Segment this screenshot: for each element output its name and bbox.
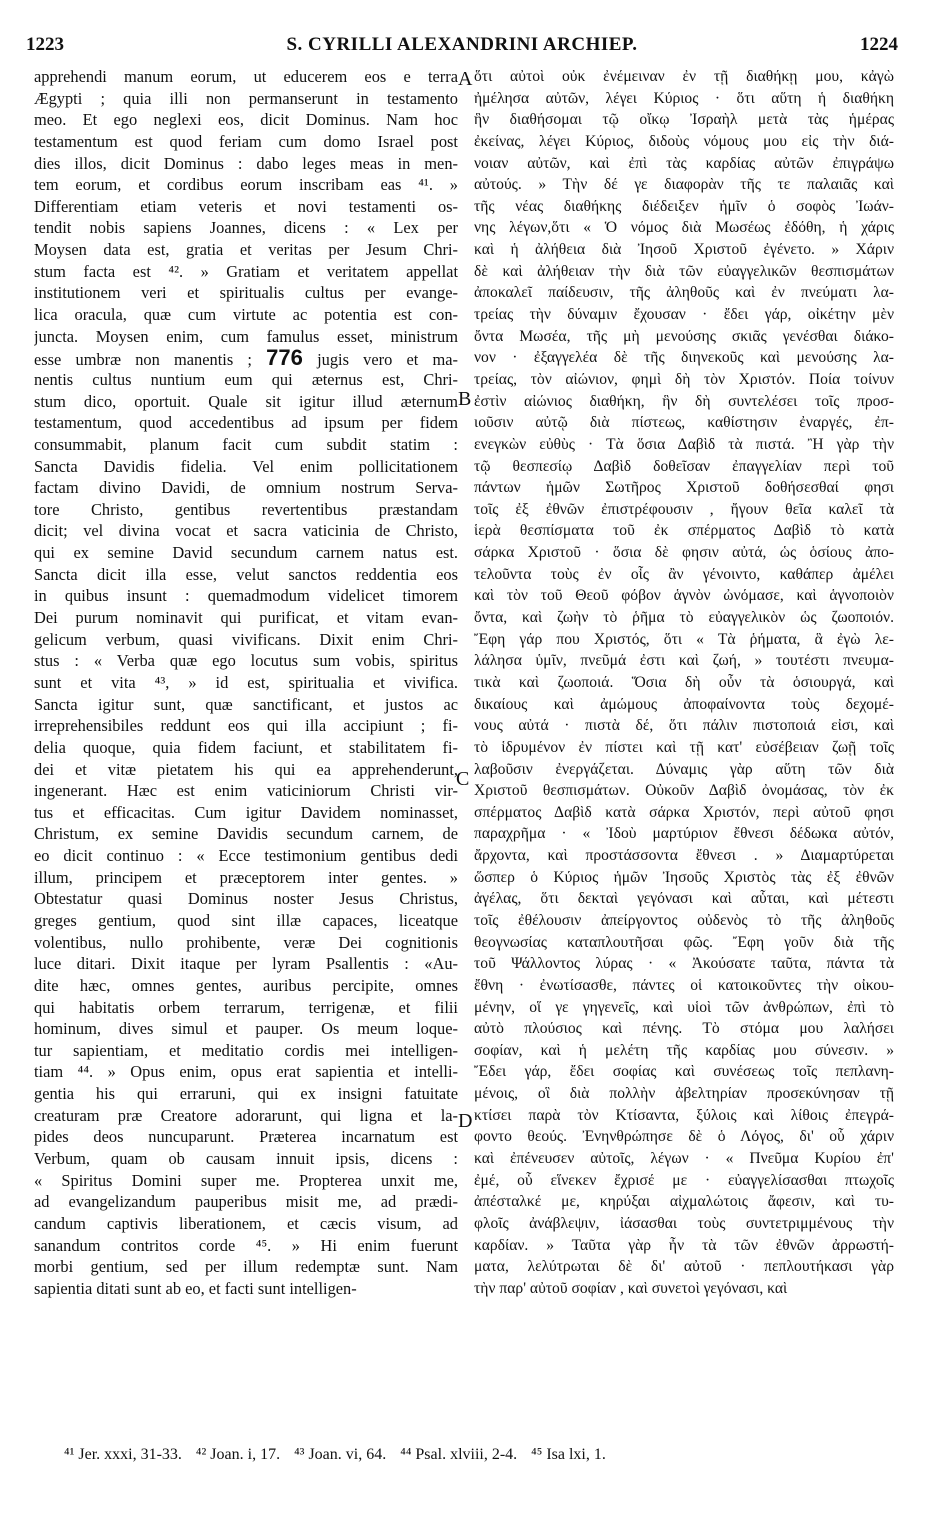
latin-text-line: juncta. Moysen enim, cum famulus esset, ministrum bbox=[34, 326, 458, 346]
latin-text-line: nentis cultus nuntium eum qui æternus est, Chri- bbox=[34, 369, 458, 389]
latin-text-line: dicit; vel divina vocat et sacra vaticinia de Christo, bbox=[34, 521, 458, 541]
greek-text-line: πάντων ἡμῶν Σωτῆρος Χριστοῦ δοθήσεσθαί φησι bbox=[474, 479, 894, 497]
latin-text-line: sanandum contritos corde ⁴⁵. » Hi enim fuerunt bbox=[34, 1235, 458, 1255]
latin-text-line: tore Christo, gentibus revertentibus præstandam bbox=[34, 499, 458, 519]
greek-text-line: ἠμέλησα αὐτῶν, λέγει Κύριος · ὅτι αὕτη ἡ διαθήκη bbox=[474, 89, 894, 107]
greek-text-line: λάλησα ὑμῖν, πνεῦμά ἐστι καὶ ζωή, » τουτέστι πνευμα- bbox=[474, 652, 894, 670]
greek-text-line: αὐτὸ πλούσιος καὶ πένης. Τὸ στόμα μου λαλήσει bbox=[474, 1020, 894, 1038]
greek-text-line: μένοις, οἳ διὰ πολλὴν ἀβελτηρίαν προσεκύνησαν τῇ bbox=[474, 1085, 894, 1103]
latin-text-line: Dei purum nominavit qui purificat, et vitam evan- bbox=[34, 608, 458, 628]
latin-text-line: delia quoque, quia fidem faciunt, et stabilitatem fi- bbox=[34, 737, 458, 757]
greek-text-line: φοντο θεούς. Ἐνηνθρώπησε δὲ ὁ Λόγος, δι' οὗ χάριν bbox=[474, 1128, 894, 1146]
latin-text-line: tem eorum, et cordibus eorum inscribam eas ⁴¹. » bbox=[34, 175, 458, 195]
latin-text-line: Obtestatur quasi Dominus noster Jesus Christus, bbox=[34, 889, 458, 909]
greek-text-line: τῆς νέας διαθήκης διέδειξεν ἡμῖν ὁ σοφὸς Ἰωάν- bbox=[474, 197, 894, 215]
latin-text-line: Ægypti ; quia illi non permanserunt in testamento bbox=[34, 88, 458, 108]
footnote: ⁴² Joan. i, 17. bbox=[195, 1446, 281, 1463]
latin-text-line: apprehendi manum eorum, ut educerem eos e terra bbox=[34, 67, 458, 86]
greek-text-line: νοιαν αὐτῶν, καὶ ἐπὶ τὰς καρδίας αὐτῶν ἐπιγράψω bbox=[474, 154, 894, 172]
latin-text-line: volentibus, nullo prohibente, veræ Dei cognitionis bbox=[34, 932, 458, 952]
latin-text-line: eo dicit continuo : « Ecce testimonium gentibus dedi bbox=[34, 846, 458, 866]
greek-text-line: ἔθνη · ἐνωτίσασθε, πάντες οἱ κατοικοῦντες τὴν οἰκου- bbox=[474, 976, 894, 994]
greek-text-line: ἐστὶν αἰώνιος διαθήκη, ἣν δὴ συντελέσει τοῖς προσ- bbox=[474, 392, 894, 410]
latin-text-line: ingenerant. Hæc est enim vaticiniorum Christi vir- bbox=[34, 781, 458, 801]
greek-text-line: παραχρῆμα · « Ἰδοὺ μαρτύριον ἔθνεσι δέδωκα αὐτόν, bbox=[474, 825, 894, 843]
latin-text-line: luce ditari. Dixit itaque per lyram Psallentis : «Au- bbox=[34, 954, 458, 974]
latin-text-line: hominum, dives simul et pauper. Os meum loque- bbox=[34, 1019, 458, 1039]
latin-text-line: sunt et vita ⁴³, » id est, spiritualia et vivifica. bbox=[34, 672, 458, 692]
margin-letter-d: D bbox=[458, 1110, 473, 1132]
latin-text-line: Sancta Davidis fidelia. Vel enim pollicitationem bbox=[34, 456, 458, 476]
greek-text-line: Ἔφη γάρ που Χριστός, ὅτι « Τὰ ῥήματα, ἃ ἐγὼ λε- bbox=[474, 630, 894, 648]
greek-text-line: ὅτι αὐτοὶ οὐκ ἐνέμειναν ἐν τῇ διαθήκῃ μου, κἀγὼ bbox=[474, 68, 894, 85]
latin-text-column bbox=[34, 66, 458, 1300]
latin-text-line: consummabit, planum facit cum subdit statim : bbox=[34, 434, 458, 454]
greek-text-line: ἄρχοντα, καὶ προστάσσοντα ἔθνεσι . » Διαμαρτύρεται bbox=[474, 847, 894, 865]
latin-text-line: Moysen data est, gratia et veritas per Jesum Chri- bbox=[34, 240, 458, 260]
latin-text-line: dite hæc, omnes gentes, auribus percipite, omnes bbox=[34, 975, 458, 995]
greek-text-line: καὶ ἡ ἀλήθεια διὰ Ἰησοῦ Χριστοῦ ἐγένετο. » Χάριν bbox=[474, 241, 894, 259]
greek-text-line: ὥσπερ ὁ Κύριος ἡμῶν Ἰησοῦς Χριστὸς τὰς ἐξ ἐθνῶν bbox=[474, 868, 894, 886]
greek-text-line: σάρκα Χριστοῦ · ὅσια δὲ φησιν αὐτά, ὡς ὁσίους ἀπο- bbox=[474, 544, 894, 562]
latin-text-line: institutionem veri et spiritualis cultus per evange- bbox=[34, 283, 458, 303]
footnote: ⁴⁵ Isa lxi, 1. bbox=[531, 1446, 606, 1463]
latin-text-line: creaturam præ Creatore adorarunt, qui ligna et la- bbox=[34, 1105, 458, 1125]
latin-text-line: testamentum, quod accedentibus ad ipsum per fidem bbox=[34, 413, 458, 433]
latin-text-line: dei et vitæ pietatem his qui ea apprehenderunt, bbox=[34, 759, 458, 779]
greek-text-line: ἀπέσταλκέ με, κηρύξαι αἰχμαλώτοις ἄφεσιν, καὶ τυ- bbox=[474, 1193, 894, 1211]
greek-text-line: θεογνωσίας καταπλουτῆσαι φῶς. Ἔφη γοῦν διὰ τῆς bbox=[474, 933, 894, 951]
margin-letter-a: A bbox=[458, 68, 473, 90]
latin-text-line: greges gentium, quod sint illæ capaces, liceatque bbox=[34, 910, 458, 930]
greek-text-line: ἣν διαθήσομαι τῷ οἴκῳ Ἰσραὴλ μετὰ τὰς ἡμέρας bbox=[474, 111, 894, 129]
latin-text-line: gelicum verbum, quasi vivificans. Dixit enim Chri- bbox=[34, 629, 458, 649]
latin-text-line: qui habitatis orbem terrarum, terrigenæ, et filii bbox=[34, 997, 458, 1017]
greek-text-line: νης λέγων,ὅτι « Ὁ νόμος διὰ Μωσέως ἐδόθη, ἡ χάρις bbox=[474, 219, 894, 237]
greek-text-column bbox=[474, 66, 894, 1300]
greek-text-line: Χριστοῦ θεσπισμάτων. Οὐκοῦν Δαβὶδ ὀνομάσας, τὸν ἐκ bbox=[474, 782, 894, 800]
greek-text-line: σοφίαν, καὶ ἡ μελέτη τῆς καρδίας μου σύνεσιν. » bbox=[474, 1041, 894, 1059]
greek-text-line: ὄντα, καὶ ζωὴν τὸ ῥῆμα τὸ εὐαγγελικὸν ὡς ζωοποιόν. bbox=[474, 609, 894, 627]
greek-text-line: τρείας τὴν δύναμιν ἔχουσαν · ἔδει γάρ, οἰκέτην μὲν bbox=[474, 306, 894, 324]
latin-text-line: tendit nobis sapiens Joannes, dicens : « Lex per bbox=[34, 218, 458, 238]
greek-text-line: τοῖς ἐθέλουσιν ἀπείργοντος οὐδενὸς τὸ τῆς ἀληθοῦς bbox=[474, 911, 894, 929]
greek-text-line: δὲ καὶ ἀλήθειαν τὴν διὰ τῶν εὐαγγελικῶν θεσπισμάτων bbox=[474, 262, 894, 280]
latin-text-line: Christum, ex semine Davidis secundum carnem, de bbox=[34, 824, 458, 844]
greek-text-line: Ἔδει γάρ, ἔδει σοφίας καὶ συνέσεως τοῖς πεπλανη- bbox=[474, 1063, 894, 1081]
column-number-right: 1224 bbox=[860, 34, 898, 55]
latin-text-line: morbi gentium, sed per illum redemptæ sunt. Nam bbox=[34, 1257, 458, 1277]
greek-text-line: τοῖς ἐξ ἐθνῶν ἐπιστρέφουσιν , ἤγουν θεῖα καλεῖ τὰ bbox=[474, 500, 894, 518]
margin-letter-c: C bbox=[456, 768, 470, 790]
greek-text-line: τρείας, τὸν αἰώνιον, φημὶ δὴ τὸν Χριστόν. Ποία τοίνυν bbox=[474, 370, 894, 388]
greek-text-line: ἐμέ, οὗ εἵνεκεν ἔχρισέ με · εὐαγγελίσασθαι πτωχοῖς bbox=[474, 1171, 894, 1189]
latin-text-line: in quibus insunt : quemadmodum videlicet timorem bbox=[34, 586, 458, 606]
latin-text-line: Sancta dicit illa esse, velut sanctos reddentia eos bbox=[34, 564, 458, 584]
latin-text-line: Differentiam etiam veteris et novi testamenti os- bbox=[34, 196, 458, 216]
latin-text-line: meo. Et ego neglexi eos, dicit Dominus. Nam hoc bbox=[34, 110, 458, 130]
latin-text-line: tur sapientiam, et meditatio cordis mei intelligen- bbox=[34, 1040, 458, 1060]
greek-text-line: καὶ τὸν τοῦ Θεοῦ φόβον ἁγνὸν ὠνόμασε, καὶ ἁγνοποιὸν bbox=[474, 587, 894, 605]
latin-text-line: « Spiritus Domini super me. Propterea unxit me, bbox=[34, 1170, 458, 1190]
greek-text-line: καρδίαν. » Ταῦτα γὰρ ἦν τὰ τῶν ἐθνῶν ἀρρωστή- bbox=[474, 1236, 894, 1254]
greek-text-line: τῷ θεσπεσίῳ Δαβὶδ δοθεῖσαν ἐπαγγελίαν περὶ τοῦ bbox=[474, 457, 894, 475]
latin-text-line: Verbum, quam ob causam innuit ipsis, dicens : bbox=[34, 1149, 458, 1169]
latin-text-line: esse umbræ non manentis ; 776 jugis vero et ma- bbox=[34, 347, 458, 369]
latin-text-line: ad evangelizandum pauperibus misit me, ad prædi- bbox=[34, 1192, 458, 1212]
greek-text-line: φλοῖς ἀνάβλεψιν, ἰάσασθαι τοὺς συντετριμμένους τὴν bbox=[474, 1214, 894, 1232]
latin-text-line: stum facta est ⁴². » Gratiam et veritatem appellat bbox=[34, 261, 458, 281]
margin-letter-b: B bbox=[458, 388, 472, 410]
greek-text-line: κτίσει παρὰ τὸν Κτίσαντα, ξύλοις καὶ λίθοις ἐπεγρά- bbox=[474, 1106, 894, 1124]
greek-text-line: σπέρματος Δαβὶδ κατὰ σάρκα Χριστόν, περὶ αὐτοῦ φησι bbox=[474, 803, 894, 821]
latin-text-line: factam divino Davidi, de omnium nostrum Serva- bbox=[34, 478, 458, 498]
greek-text-line: αὐτούς. » Τὴν δέ γε διαφορὰν τῆς τε παλαιᾶς καὶ bbox=[474, 176, 894, 194]
greek-text-line: νον · ἐξαγγελέα δὲ τῆς διηνεκοῦς καὶ μενούσης λα- bbox=[474, 349, 894, 367]
footnote: ⁴¹ Jer. xxxi, 31-33. bbox=[64, 1446, 182, 1463]
latin-text-line: pides deos nuncuparunt. Præterea incarnatum est bbox=[34, 1127, 458, 1147]
greek-text-line: ματα, λελύτρωται δὲ δι' αὐτοῦ · πεπλουτήκασι γὰρ bbox=[474, 1258, 894, 1276]
latin-text-line: qui ex semine David secundum carnem natus est. bbox=[34, 543, 458, 563]
latin-text-line: stum dico, oportuit. Quale sit igitur illud æternum bbox=[34, 391, 458, 411]
column-number-left: 1223 bbox=[26, 34, 64, 55]
latin-text-line: tus et efficacitas. Cum igitur Davidem nominasset, bbox=[34, 802, 458, 822]
greek-text-line: ενεγκὼν εὐθὺς · Τὰ ὅσια Δαβὶδ τὰ πιστά. Ἢ γὰρ τὴν bbox=[474, 435, 894, 453]
greek-text-line: ἐκείνας, λέγει Κύριος, διδοὺς νόμους μου εἰς τὴν διά- bbox=[474, 132, 894, 150]
latin-text-line: sapientia ditati sunt ab eo, et facti sunt intelligen- bbox=[34, 1278, 357, 1298]
latin-text-line: stus : « Verba quæ ego locutus sum vobis, spiritus bbox=[34, 651, 458, 671]
latin-text-line: irreprehensibiles reddunt eos qui illa accipiunt ; fi- bbox=[34, 716, 458, 736]
greek-text-line: δικαίους καὶ ἀμώμους ἀποφαίνοντα τοὺς δεχομέ- bbox=[474, 695, 894, 713]
latin-text-line: lica oracula, quæ cum virtute ac potentia est con- bbox=[34, 305, 458, 325]
greek-text-line: τελοῦντα τοὺς ἐν οἷς ἂν γένοιντο, καθάπερ ἀμέλει bbox=[474, 565, 894, 583]
running-header bbox=[26, 34, 898, 64]
greek-text-line: λαβοῦσιν ἐνεργάζεται. Δύναμις γὰρ αὕτη τῶν διὰ bbox=[474, 760, 894, 778]
inline-column-number: 776 bbox=[266, 347, 303, 369]
latin-text-line: Sancta igitur sunt, quæ sanctificant, et justos ac bbox=[34, 694, 458, 714]
greek-text-line: νους αὐτά · πιστὰ δέ, ὅτι πάλιν πιστοποιά εἰσι, καὶ bbox=[474, 717, 894, 735]
footnote: ⁴⁴ Psal. xlviii, 2-4. bbox=[400, 1446, 518, 1463]
greek-text-line: ἀγέλας, ὅτι δεκταὶ γεγόνασι καὶ αὗται, καὶ μέτεστι bbox=[474, 890, 894, 908]
greek-text-line: μένην, οἵ γε γηγενεῖς, καὶ υἱοὶ τῶν ἀνθρώπων, ἐπὶ τὸ bbox=[474, 998, 894, 1016]
greek-text-line: τοῦ Ψάλλοντος λύρας · « Ἀκούσατε ταῦτα, πάντα τὰ bbox=[474, 955, 894, 973]
greek-text-line: καὶ ἐπένευσεν αὐτοῖς, λέγων · « Πνεῦμα Κυρίου ἐπ' bbox=[474, 1150, 894, 1168]
greek-text-line: ἱερὰ θεσπίσματα τοῦ ἐκ σπέρματος Δαβὶδ τὸ κατὰ bbox=[474, 522, 894, 540]
running-title: S. CYRILLI ALEXANDRINI ARCHIEP. bbox=[286, 34, 638, 55]
greek-text-line: ὄντα Μωσέα, τῆς μὴ μενούσης σκιᾶς γενέσθαι διάκο- bbox=[474, 327, 894, 345]
latin-text-line: candum captivis liberationem, et cæcis visum, ad bbox=[34, 1213, 458, 1233]
greek-text-line: τικὰ καὶ ζωοποιά. Ὅσια δὴ οὖν τὰ ὁσιουργά, καὶ bbox=[474, 673, 894, 691]
latin-text-line: illum, principem et præceptorem inter gentes. » bbox=[34, 867, 458, 887]
latin-text-line: testamentum est quod feriam cum domo Israel post bbox=[34, 131, 458, 151]
greek-text-line: ιοῦσιν αὐτῷ διὰ πίστεως, καθίστησιν ἐναργές, ἐπ- bbox=[474, 414, 894, 432]
footnotes bbox=[64, 1446, 894, 1464]
greek-text-line: τὸ ἱδρυμένον ἐν πίστει καὶ τῇ κατ' εὐσέβειαν ζωῇ τοῖς bbox=[474, 738, 894, 756]
latin-text-line: tiam ⁴⁴. » Opus enim, opus erat sapientia et intelli- bbox=[34, 1062, 458, 1082]
latin-text-line: dies illos, dicit Dominus : dabo leges meas in men- bbox=[34, 153, 458, 173]
latin-text-line: gentia his qui erraruni, qui ex insigni fatuitate bbox=[34, 1084, 458, 1104]
footnote: ⁴³ Joan. vi, 64. bbox=[294, 1446, 387, 1463]
greek-text-line: τὴν παρ' αὐτοῦ σοφίαν , καὶ συνετοὶ γεγόνασι, καὶ bbox=[474, 1279, 788, 1297]
greek-text-line: ἀποκαλεῖ παίδευσιν, τῆς ἀληθοῦς καὶ ἐν πνεύματι λα- bbox=[474, 284, 894, 302]
